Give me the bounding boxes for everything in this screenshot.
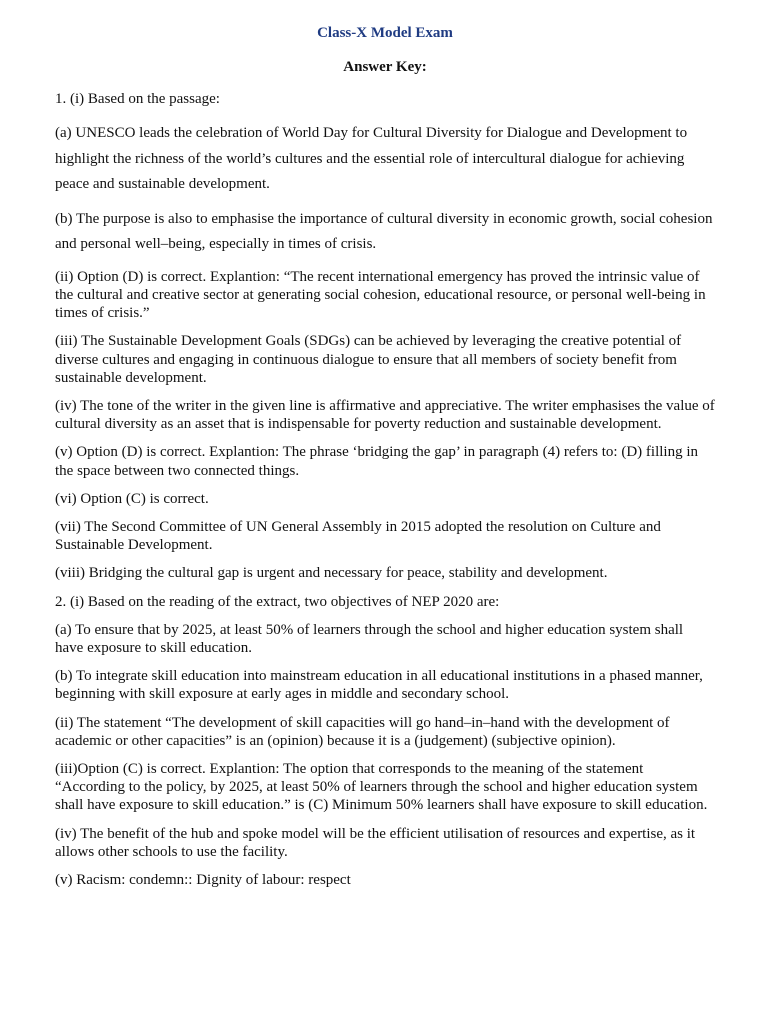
page-title: Class-X Model Exam xyxy=(317,25,453,41)
q2-answer-iv: (iv) The benefit of the hub and spoke model will be the efficient utilisation of resources and expertise, as it allows other schools to use the facility. xyxy=(55,825,696,860)
q1-answer-v: (v) Option (D) is correct. Explantion: The phrase ‘bridging the gap’ in paragraph (4) refers to: (D) filling in the space between two connected things. xyxy=(55,444,698,479)
q2-answer-a: (a) To ensure that by 2025, at least 50% of learners through the school and higher education system shall have exposure to skill education. xyxy=(55,621,684,656)
q2-intro: 2. (i) Based on the reading of the extract, two objectives of NEP 2020 are: xyxy=(55,593,500,610)
q1-answer-ii: (ii) Option (D) is correct. Explantion: “The recent international emergency has proved the intrinsic value of the cultural and creative sector at generating social cohesion, educational resource, or personal well-being in times of crisis.” xyxy=(55,268,706,322)
q1-answer-viii: (viii) Bridging the cultural gap is urgent and necessary for peace, stability and development. xyxy=(55,565,608,582)
answer-key-heading: Answer Key: xyxy=(343,59,427,75)
q1-answer-iv: (iv) The tone of the writer in the given line is affirmative and appreciative. The writer emphasises the value of cultural diversity as an asset that is indispensable for poverty reduction and sustainable development. xyxy=(55,397,715,433)
q2-answer-v: (v) Racism: condemn:: Dignity of labour: respect xyxy=(55,871,351,888)
q1-answer-vii: (vii) The Second Committee of UN General Assembly in 2015 adopted the resolution on Culture and Sustainable Development. xyxy=(55,518,661,554)
q2-answer-iii: (iii)Option (C) is correct. Explantion: The option that corresponds to the meaning of the statement “According to the policy, by 2025, at least 50% of learners through the school and higher education system shall have exposure to skill education.” is (C) Minimum 50% learners shall have exposure to skill education. xyxy=(55,760,708,814)
q1-answer-b: (b) The purpose is also to emphasise the importance of cultural diversity in economic growth, social cohesion and personal well–being, especially in times of crisis. xyxy=(55,210,713,253)
q1-answer-iii: (iii) The Sustainable Development Goals (SDGs) can be achieved by leveraging the creative potential of diverse cultures and engaging in continuous dialogue to ensure that all members of society benefit from sustainable development. xyxy=(55,333,682,386)
answer-key-page xyxy=(55,22,715,889)
q2-answer-b: (b) To integrate skill education into mainstream education in all educational institutions in a phased manner, beginning with skill exposure at early ages in middle and secondary school. xyxy=(55,668,703,703)
q2-answer-ii: (ii) The statement “The development of skill capacities will go hand–in–hand with the development of academic or other capacities” is an (opinion) because it is a (judgement) (subjective opinion). xyxy=(55,714,670,749)
q1-answer-a: (a) UNESCO leads the celebration of World Day for Cultural Diversity for Dialogue and Development to highlight the richness of the world’s cultures and the essential role of intercultural dialogue for achieving peace and sustainable development. xyxy=(55,125,688,193)
q1-intro: 1. (i) Based on the passage: xyxy=(55,91,220,107)
q1-answer-vi: (vi) Option (C) is correct. xyxy=(55,490,209,507)
